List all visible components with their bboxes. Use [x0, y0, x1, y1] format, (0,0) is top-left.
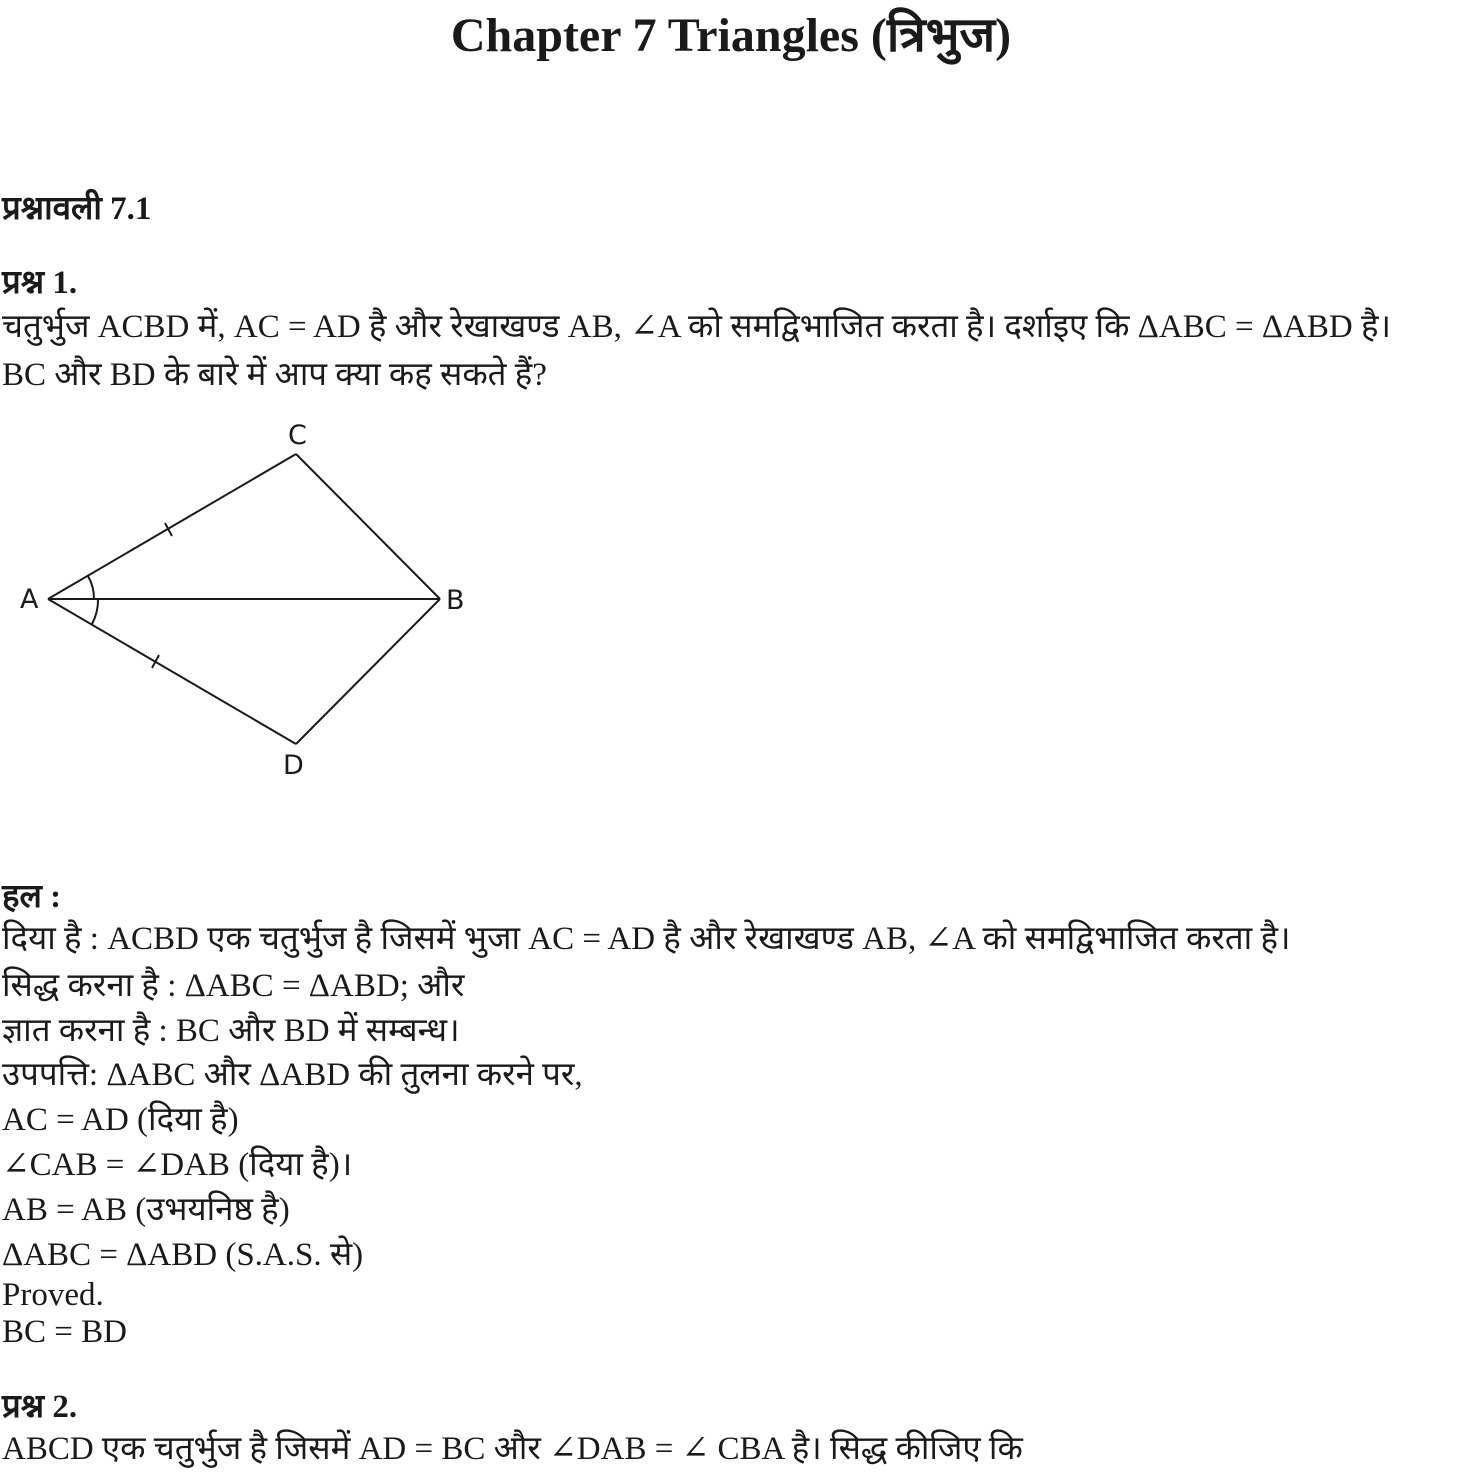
angle-arc-dab [92, 599, 98, 624]
solution-line: AB = AB (उभयनिष्ठ है) [2, 1192, 290, 1228]
question-1-label: प्रश्न 1. [2, 265, 78, 301]
solution-line: उपपत्ति: ΔABC और ΔABD की तुलना करने पर, [2, 1057, 583, 1093]
question-1-text-line-1: चतुर्भुज ACBD में, AC = AD है और रेखाखण्ड AB, ∠A को समद्विभाजित करता है। दर्शाइए कि ΔABC = ΔABD है। [2, 309, 1392, 345]
solution-label: हल : [2, 879, 62, 915]
solution-line: Proved. [2, 1277, 104, 1313]
page-title: Chapter 7 Triangles (त्रिभुज) [450, 9, 1012, 62]
exercise-heading: प्रश्नावली 7.1 [2, 191, 152, 227]
side-db [296, 599, 440, 744]
solution-line: BC = BD [2, 1314, 127, 1350]
side-ad [48, 599, 296, 744]
vertex-label-d: D [283, 750, 304, 781]
solution-line: AC = AD (दिया है) [2, 1102, 239, 1138]
question-2-text-line-1: ABCD एक चतुर्भुज है जिसमें AD = BC और ∠DAB = ∠ CBA है। सिद्ध कीजिए कि [2, 1431, 1023, 1467]
solution-line: ज्ञात करना है : BC और BD में सम्बन्ध। [2, 1013, 460, 1049]
vertex-label-c: C [288, 420, 307, 451]
solution-line: ∠CAB = ∠DAB (दिया है)। [2, 1147, 353, 1183]
vertex-label-b: B [446, 585, 465, 616]
side-ac [48, 454, 296, 599]
question-1-text-line-2: BC और BD के बारे में आप क्या कह सकते हैं? [2, 357, 547, 393]
solution-line: ΔABC = ΔABD (S.A.S. से) [2, 1237, 364, 1273]
vertex-label-a: A [20, 584, 39, 615]
solution-line: दिया है : ACBD एक चतुर्भुज है जिसमें भुजा AC = AD है और रेखाखण्ड AB, ∠A को समद्विभाजित करता है। [2, 921, 1291, 957]
solution-line: सिद्ध करना है : ΔABC = ΔABD; और [2, 968, 465, 1004]
angle-arc-cab [88, 576, 94, 599]
quadrilateral-acbd-figure [12, 412, 492, 792]
side-cb [296, 454, 440, 599]
question-2-label: प्रश्न 2. [2, 1389, 78, 1425]
figure-svg [12, 412, 492, 792]
